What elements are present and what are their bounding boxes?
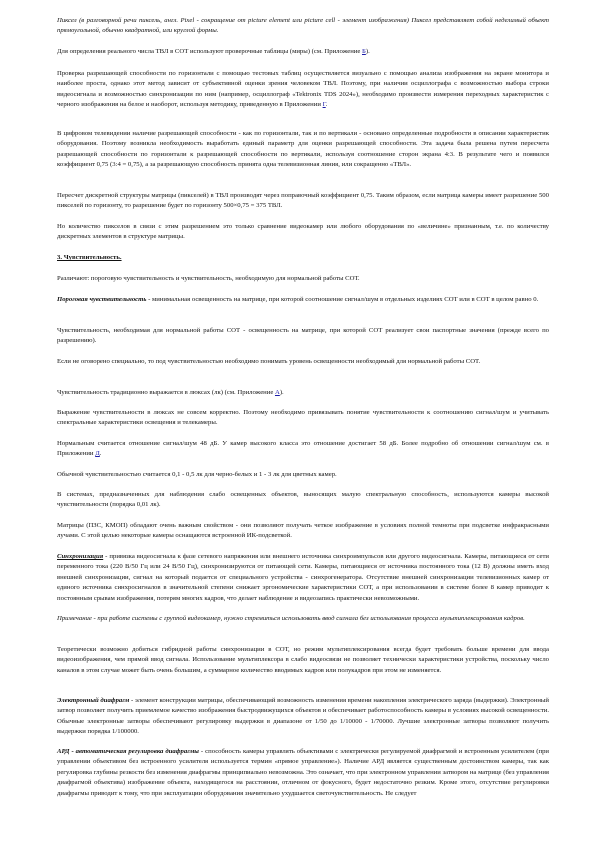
paragraph-normal-sensitivity [57,326,549,347]
paragraph-text: Теоретически возможно добиться гибридной работы синхронизации в СОТ, но режим мультиплексирования всегда будет требовать больше времени для ввода видеоизображения, чем прямой ввод сигнала. Использование мультиплексора в слабо видеосвязи не позволяет технически характеристики устройства, поскольку число каналов в этом случае может быть очень большим, а суммарное количество вводимых кадров или полукадров при этом не изменяется. [57,646,549,674]
paragraph-ir-matrices [57,521,549,542]
appendix-g-link[interactable]: Г [322,101,326,109]
paragraph-text: - минимальная освещенность на матрице, при которой соотношение сигнал/шум в отдельных изделиях СОТ или в СОТ в целом равно 0. [146,296,539,303]
paragraph-electronic-shutter [57,696,549,738]
paragraph-pixel-definition [57,16,549,37]
term-text: АРД - автоматическая регулировка диафрагмы [57,748,199,755]
paragraph-text: Выражение чувствительности в люксах не совсем корректно. Поэтому необходимо привязывать понятие чувствительности к соотношению сигнал/шум и учитывать спектральные характеристики освещения и телекамеры. [57,409,549,427]
appendix-d-link[interactable]: Д [95,450,100,458]
paragraph-text: Но количество пикселов в связи с этим разрешением это только сравнение видеокамер или любого оборудования по «величине» признанным, т.е. по количеству дискретных элементов в структуре матрицы. [57,223,549,241]
paragraph-threshold-sensitivity [57,295,549,305]
paragraph-typical-sensitivity [57,470,549,480]
paragraph-multiplexing-theory [57,645,549,676]
paragraph-text: - привязка видеосигнала к фазе сетевого напряжения или внешнего источника синхроимпульсов или другого видеосигнала. Камеры, питающиеся от сети переменного тока (220 В/50 Гц или 24 В/50 Гц), синхронизируются от питающей сети. Камеры, питающиеся от источника постоянного тока (12 В) должны иметь вход внешней синхронизации, сигнал на который подается от специального устройства - синхрогенератора. Отсутствие внешней синхронизации телевизионных камер от единого источника синхросигналов в значительной степени снижает эргономические характеристики СОТ, а при использовании в системе более 8 камер приводит к постоянным срывам изображения, потерям многих кадров, что делает наблюдение и видеозапись практически невозможными. [57,553,549,602]
paragraph-sensitivity-note [57,357,549,367]
paragraph-text: Примечание - при работе системы с группой видеокамер, нужно стремиться использовать ввод сигнала без использования процесса мультиплексирования кадров. [57,615,525,622]
paragraph-text: Проверка разрешающей способности по горизонтали с помощью тестовых таблиц осуществляется визуально с помощью анализа изображения на экране монитора и наиболее проста, однако этот метод зависит от субъективной оценки зрения человеком ТВЛ. Поэтому, при наличии осциллографа с возможностью выбора строки видеосигнала и возможностью синхронизации по ним (например, осциллограф «Tektronix TDS 2024»), необходимо произвести измерения переходных характеристик с черного изображения на белое и наоборот, используя методику, приведенную в Приложении [57,70,549,109]
paragraph-text: Нормальным считается отношение сигнал/шум 48 дБ. У камер высокого класса это отношение достигает 58 дБ. Более подробно об отношении сигнал/шум см. в Приложении [57,440,549,458]
paragraph-text: Чувствительность, необходимая для нормальной работы СОТ - освещенность на матрице, при которой СОТ реализует свои паспортные значения (прежде всего по разрешению). [57,327,549,345]
paragraph-tvl-recalc [57,191,549,212]
paragraph-text: В системах, предназначенных для наблюдения слабо освещенных объектов, выносящих малую спектральную способность, используются камеры высокой чувствительности (порядка 0,01 лк). [57,491,549,509]
paragraph-text: ). [365,48,370,55]
paragraph-signal-noise [57,408,549,429]
heading-text: 3. Чувствительность. [57,254,122,261]
term-text: Пороговая чувствительность [57,296,147,303]
paragraph-text: Матрицы (ПЗС, КМОП) обладают очень важным свойством - они позволяют получать четкое изображение в условиях полной темноты при подсветке инфракрасными лучами. С этой целью некоторые камеры оснащаются встроенной ИК-подсветкой. [57,522,549,540]
section-heading-sensitivity [57,253,549,263]
paragraph-text: Пиксел (в разговорной речи пиксель, англ. Pixel - сокращение от picture element или picture cell - элемент изображения) Пиксел представляет собой неделимый объект прямоугольной, обычно квадратной, или круглой формы. [57,17,549,35]
paragraph-text: Обычной чувствительностью считается 0,1 - 0,5 лк для черно-белых и 1 - 3 лк для цветных камер. [57,471,337,478]
paragraph-test-tables [57,47,549,57]
paragraph-text: - элемент конструкции матрицы, обеспечивающий возможность изменения времени накопления электрического заряда (выдержки). Электронный затвор позволяет получить приемлемое качество изображения быстродвижущихся объектов и обеспечивает работоспособность камеры в условиях высокой освещенности. Обычные электронные затворы обеспечивают регулировку выдержки в диапазоне от 1/50 до 1/10000 - 1/70000. Лучшие электронные затворы позволяют получить выдержки порядка 1/100000. [57,697,549,736]
appendix-a-link[interactable]: А [274,389,280,396]
paragraph-sensitivity-lux [57,388,549,398]
paragraph-normal-snr [57,439,549,460]
paragraph-text: Чувствительность традиционно выражается в люксах (лк) (см. Приложение [57,389,275,396]
paragraph-resolution-check [57,69,549,111]
paragraph-high-sensitivity [57,490,549,511]
paragraph-text: В цифровом телевидении наличие разрешающей способности - как по горизонтали, так и по вертикали - основано определенные подробности в описании характеристик оборудования. Поэтому возникла необходимость выработать единый параметр для оценки разрешающей способности. Эта задача была решена путем пересчета разрешающей способности по горизонтали к разрешающей способности по вертикали, используя соотношение сторон экрана 4:3. В результате чего и появился коэффициент 0,75 (3:4 = 0,75), а за разрешающую способность принята одна телевизионная линия, или сокращенно «ТВЛ». [57,130,549,169]
paragraph-text: . [99,450,102,458]
paragraph-text: . [325,101,328,109]
paragraph-text: ). [279,389,284,396]
paragraph-text: Для определения реального числа ТВЛ в СОТ используют проверочные таблицы (миры) (см. Приложение [57,48,362,55]
paragraph-synchronization [57,552,549,604]
paragraph-sensitivity-types [57,274,549,284]
paragraph-text: - способность камеры управлять объективами с электрически регулируемой диафрагмой и встроенным усилителем (при управлении объективом без встроенного усилителя используется термин «прямое управление»). Наличие АРД является существенным достоинством камеры, так как регулировка глубины резкости без изменения диафрагмы принципиально невозможна. Это означает, что при электронном управлении затвором на матрице (без управления диафрагмой объектива) изображение объекта, находящегося на расстоянии, отличном от фокусного, будет недостаточно резким. Кроме этого, отсутствие регулировки диафрагмы приводит к тому, что при эксплуатации оборудования значительно ухудшается светочувствительность. Не следует [57,748,550,797]
term-text: Синхронизация [57,553,104,560]
paragraph-text: Если не оговорено специально, то под чувствительностью необходимо понимать уровень освещенности необходимый для нормальной работы СОТ. [57,358,481,365]
paragraph-digital-tv [57,129,549,171]
paragraph-pixel-count [57,222,549,243]
paragraph-note-multiplexing [57,614,549,624]
term-text: Электронный диафрагм [57,697,130,704]
paragraph-text: Пересчет дискретной структуры матрицы (пикселей) в ТВЛ производят через поправочный коэффициент 0,75. Таким образом, если матрица камеры имеет разрешение 500 пикселей по горизонту, то разрешение будет по горизонту 500×0,75 = 375 ТВЛ. [57,192,549,210]
paragraph-auto-iris [57,747,549,799]
appendix-b-link[interactable]: Б [362,48,366,55]
paragraph-text: Различают: пороговую чувствительность и чувствительность, необходимую для нормальной работы СОТ. [57,275,360,282]
